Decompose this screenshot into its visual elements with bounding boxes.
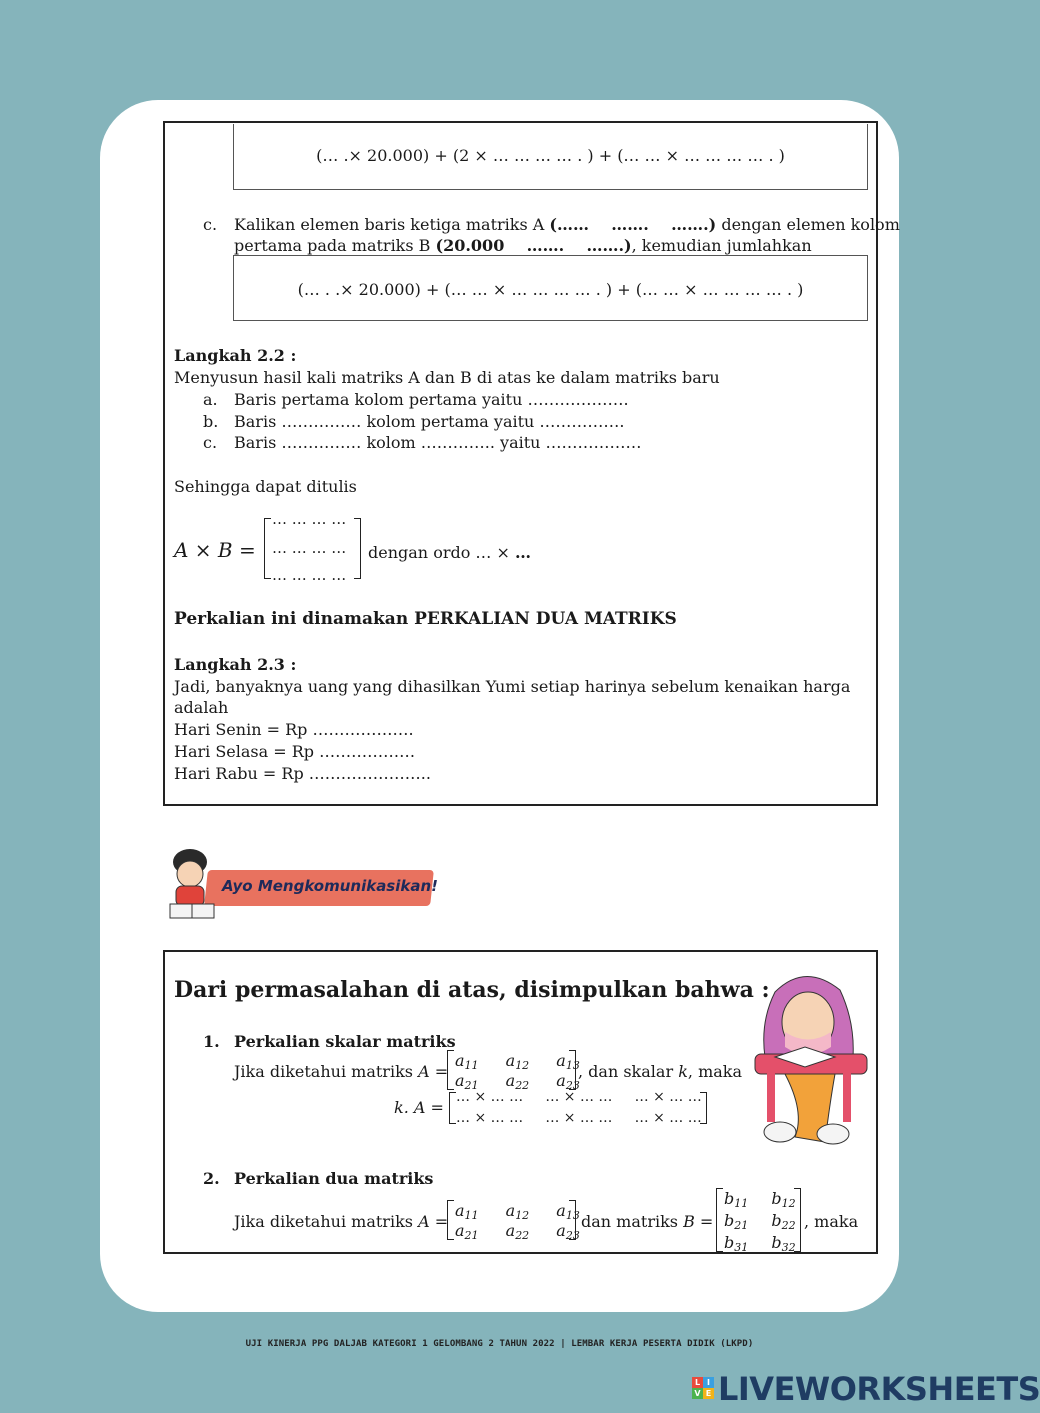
- list-item-letter: b.: [203, 412, 219, 431]
- matrix-a2-bracket-right: [569, 1200, 576, 1240]
- list-item: Baris …………… kolom ………….. yaitu ………………: [234, 433, 642, 452]
- item1-num: 1.: [203, 1032, 220, 1051]
- item1-title: Perkalian skalar matriks: [234, 1032, 456, 1051]
- matrix-a-row1: $a_{11}$ $a_{12}$ $a_{13}$: [455, 1051, 580, 1072]
- item2-mid: dan matriks B =: [581, 1212, 714, 1231]
- item-c-line1: Kalikan elemen baris ketiga matriks A (…… ……. …….) dengan elemen kolom: [234, 215, 900, 234]
- footer-text: UJI KINERJA PPG DALJAB KATEGORI 1 GELOMBANG 2 TAHUN 2022 | LEMBAR KERJA PESERTA DIDIK (LKPD): [245, 1339, 754, 1349]
- item-c-line2: pertama pada matriks B (20.000 ……. …….), kemudian jumlahkan: [234, 236, 812, 255]
- hari-senin: Hari Senin = Rp ……………….: [174, 720, 414, 739]
- list-item-letter: c.: [203, 433, 218, 452]
- matrix-row: … … … …: [272, 510, 347, 528]
- perkalian-conclusion: Perkalian ini dinamakan PERKALIAN DUA MATRIKS: [174, 609, 677, 629]
- matrix-a-row2: $a_{21}$ $a_{22}$ $a_{23}$: [455, 1071, 580, 1092]
- formula-b: (… .× 20.000) + (2 × … … … … . ) + (… … × … … … … . ): [316, 146, 785, 165]
- ka-label: k. A =: [394, 1098, 444, 1117]
- item2-title: Perkalian dua matriks: [234, 1169, 434, 1188]
- matrix-a-bracket-right: [569, 1050, 576, 1090]
- matrix-a-bracket-left: [447, 1050, 454, 1090]
- item1-tail: , dan skalar k, maka: [578, 1062, 743, 1081]
- ka-row2: … × … … … × … … … × … …: [456, 1110, 702, 1126]
- brand-badge: L I V E: [692, 1377, 714, 1399]
- studying-girl-icon: [745, 962, 870, 1150]
- item1-text: Jika diketahui matriks A =: [234, 1062, 449, 1081]
- ordo-text: dengan ordo … × …: [368, 543, 532, 562]
- formula-c: (… . .× 20.000) + (… … × … … … … . ) + (… … × … … … … . ): [297, 280, 804, 299]
- hari-rabu: Hari Rabu = Rp …………………..: [174, 764, 431, 783]
- matrix-a2-row1: $a_{11}$ $a_{12}$ $a_{13}$: [455, 1201, 580, 1222]
- matrix-b-row1: $b_{11}$ $b_{12}$: [724, 1189, 796, 1210]
- langkah-2-3-line2: adalah: [174, 698, 229, 717]
- matrix-b-bracket-right: [794, 1188, 801, 1252]
- conclusion-title: Dari permasalahan di atas, disimpulkan bahwa :: [174, 977, 770, 1003]
- matrix-bracket-right: [354, 518, 361, 579]
- langkah-2-2-heading: Langkah 2.2 :: [174, 346, 297, 365]
- matrix-b-row2: $b_{21}$ $b_{22}$: [724, 1211, 796, 1232]
- hari-selasa: Hari Selasa = Rp ………………: [174, 742, 416, 761]
- langkah-2-2-intro: Menyusun hasil kali matriks A dan B di atas ke dalam matriks baru: [174, 368, 720, 387]
- matrix-row: … … … …: [272, 539, 347, 557]
- banner-label: Ayo Mengkomunikasikan!: [222, 877, 438, 895]
- reading-child-icon: [166, 848, 222, 922]
- answer-box-b[interactable]: [233, 124, 868, 190]
- brand-logo[interactable]: LIVEWORKSHEETS: [718, 1370, 1040, 1408]
- sehingga-text: Sehingga dapat ditulis: [174, 477, 357, 496]
- item2-text: Jika diketahui matriks A =: [234, 1212, 449, 1231]
- matrix-b-row3: $b_{31}$ $b_{32}$: [724, 1233, 796, 1254]
- answer-box-c[interactable]: [233, 255, 868, 321]
- item2-num: 2.: [203, 1169, 220, 1188]
- matrix-a2-row2: $a_{21}$ $a_{22}$ $a_{23}$: [455, 1221, 580, 1242]
- langkah-2-3-line1: Jadi, banyaknya uang yang dihasilkan Yumi setiap harinya sebelum kenaikan harga: [174, 677, 851, 696]
- item-c-letter: c.: [203, 215, 218, 234]
- item2-end: , maka: [804, 1212, 859, 1231]
- list-item-letter: a.: [203, 390, 218, 409]
- matrix-a2-bracket-left: [447, 1200, 454, 1240]
- ka-bracket-right: [700, 1092, 707, 1124]
- ka-bracket-left: [449, 1092, 456, 1124]
- matrix-bracket-left: [264, 518, 271, 579]
- matrix-b-bracket-left: [716, 1188, 723, 1252]
- list-item: Baris pertama kolom pertama yaitu ……………….: [234, 390, 629, 409]
- ka-row1: … × … … … × … … … × … …: [456, 1089, 702, 1105]
- list-item: Baris …………… kolom pertama yaitu …………….: [234, 412, 625, 431]
- matrix-row: … … … …: [272, 566, 347, 584]
- matrix-lhs: A × B =: [174, 538, 256, 562]
- langkah-2-3-heading: Langkah 2.3 :: [174, 655, 297, 674]
